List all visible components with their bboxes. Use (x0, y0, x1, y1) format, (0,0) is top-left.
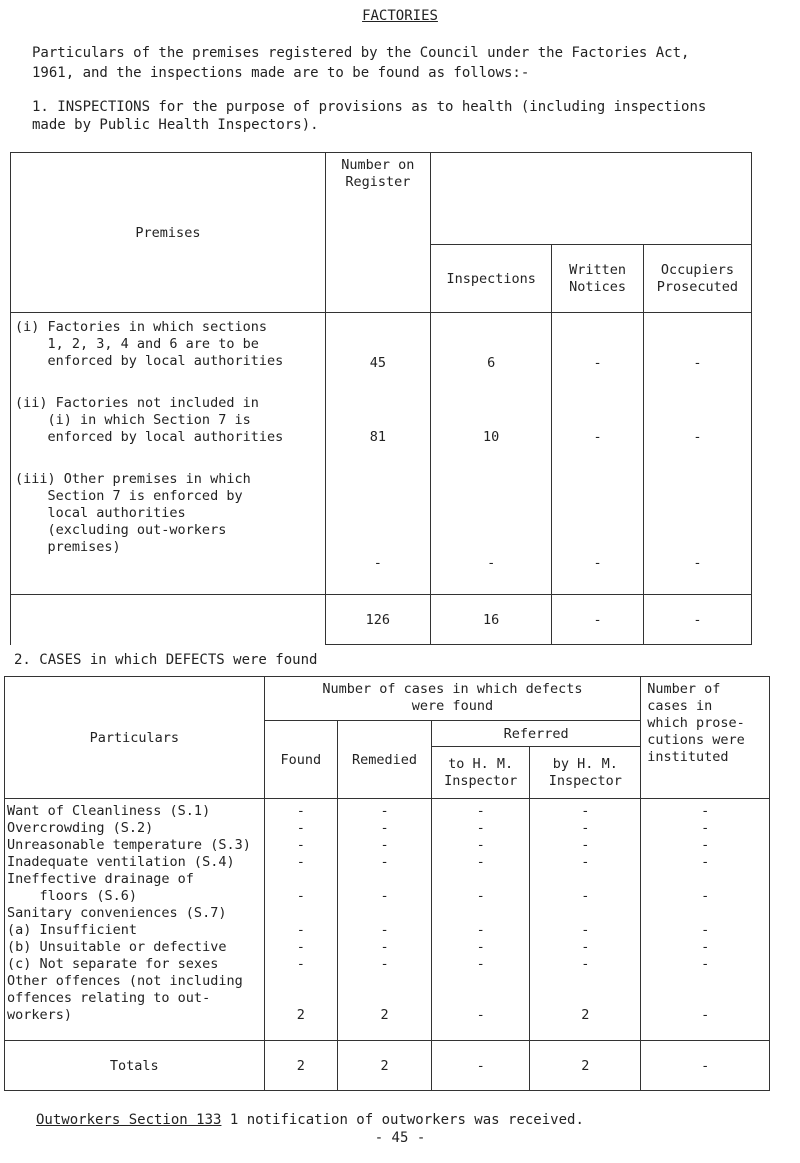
table-cell-value: - (296, 888, 305, 904)
table-cell-value: - (296, 854, 305, 870)
table-cell-value: - (581, 956, 590, 972)
section-heading: 2. CASES in which DEFECTS were found (14, 652, 318, 668)
table-cell-value: - (476, 854, 485, 870)
table-cell-value: - (476, 837, 485, 853)
table-cell-value: - (296, 803, 305, 819)
table-row-label: Overcrowding (S.2) (7, 820, 154, 836)
header-premises (11, 153, 326, 313)
table-row-label: (b) Unsuitable or defective (7, 939, 227, 955)
table-cell-value: 2 (581, 1007, 590, 1023)
table-row-label: Ineffective drainage of floors (S.6) (7, 871, 194, 904)
table-row-label: Unreasonable temperature (S.3) (7, 837, 251, 853)
table-cell-value: - (693, 355, 702, 371)
header-occupiers-prosecuted (643, 245, 751, 313)
table-cell-value: - (380, 854, 389, 870)
table-row-label: Inadequate ventilation (S.4) (7, 854, 235, 870)
table-cell-value: - (380, 956, 389, 972)
section-heading: made by Public Health Inspectors). (32, 117, 319, 133)
table-cell-value: - (380, 803, 389, 819)
inspections-table (10, 152, 752, 645)
table-cell-value: - (380, 837, 389, 853)
table-cell-value: 45 (369, 355, 386, 371)
table-cell-value: - (380, 820, 389, 836)
header-label: Occupiers Prosecuted (656, 261, 739, 295)
outworkers-heading: Outworkers Section 133 (36, 1112, 222, 1128)
table-cell-value: - (380, 888, 389, 904)
table-row-label: (c) Not separate for sexes (7, 956, 219, 972)
table-cell-value: - (701, 939, 710, 955)
intro-text: Particulars of the premises registered by the Council under the Factories Act, (32, 45, 690, 61)
table-cell-value: - (693, 555, 702, 571)
header-referred (432, 721, 641, 747)
table-cell-value: - (593, 429, 602, 445)
header-register (325, 153, 430, 313)
header-label: Remedied (352, 751, 418, 768)
header-inspections (430, 245, 552, 313)
table-cell-value: - (296, 820, 305, 836)
header-prosecutions (641, 677, 770, 799)
header-label: Premises (135, 224, 201, 241)
table-cell-value: - (487, 555, 496, 571)
table-cell-value: - (296, 956, 305, 972)
table-cell-value: - (701, 1007, 710, 1023)
page-title: FACTORIES (362, 8, 438, 24)
table-cell-value: 2 (338, 1041, 432, 1091)
table-cell-value: 2 (530, 1041, 641, 1091)
header-label: Found (280, 751, 322, 768)
header-written-notices (552, 245, 643, 313)
table-row-label: Want of Cleanliness (S.1) (7, 803, 211, 819)
table-cell-value: - (701, 837, 710, 853)
table-cell-value: - (581, 939, 590, 955)
table-cell-value: - (581, 820, 590, 836)
to-hm-cell (432, 799, 530, 1041)
table-cell-value: 16 (430, 595, 552, 645)
table-cell-value: - (476, 956, 485, 972)
intro-text: 1961, and the inspections made are to be found as follows:- (32, 65, 530, 81)
table-cell-value: - (476, 922, 485, 938)
header-found (264, 721, 337, 799)
table-cell-value: - (643, 595, 751, 645)
table-cell-value: - (476, 939, 485, 955)
table-cell-value: 2 (380, 1007, 389, 1023)
header-label: Number of cases in which defects were found (322, 681, 583, 714)
header-by-hm-inspector (530, 747, 641, 799)
table-cell-value: - (296, 939, 305, 955)
totals-label: Totals (5, 1041, 265, 1091)
table-row-label: (ii) Factories not included in (i) in which Section 7 is enforced by local authorities (15, 395, 284, 445)
table-row-label: Sanitary conveniences (S.7) (7, 905, 227, 921)
header-label: to H. M. Inspector (444, 755, 518, 789)
header-label: Referred (503, 725, 569, 742)
table-cell-value: - (581, 922, 590, 938)
totals-label-cell (11, 595, 326, 645)
header-label: Inspections (446, 270, 536, 287)
notices-cell (552, 313, 643, 595)
table-cell-value: - (701, 820, 710, 836)
table-cell-value: 10 (483, 429, 500, 445)
particulars-cell (5, 799, 265, 1041)
table-cell-value: - (701, 854, 710, 870)
table-cell-value: 6 (487, 355, 496, 371)
header-particulars (5, 677, 265, 799)
defects-table (4, 676, 770, 1091)
register-cell (325, 313, 430, 595)
header-label: Number on Register (341, 157, 415, 190)
table-cell-value: 2 (264, 1041, 337, 1091)
table-cell-value: - (701, 922, 710, 938)
table-cell-value: - (476, 820, 485, 836)
table-cell-value: - (693, 429, 702, 445)
table-cell-value: - (296, 922, 305, 938)
table-cell-value: - (373, 555, 382, 571)
header-remedied (338, 721, 432, 799)
table-row-label: (i) Factories in which sections 1, 2, 3, 4 and 6 are to be enforced by local authorities (15, 319, 284, 369)
table-cell-value: - (476, 1007, 485, 1023)
table-cell-value: - (380, 939, 389, 955)
table-cell-value: - (476, 888, 485, 904)
header-number-of-cases (264, 677, 641, 721)
header-label: Written Notices (569, 261, 627, 295)
header-group (430, 153, 751, 245)
table-cell-value: 81 (369, 429, 386, 445)
table-cell-value: 2 (296, 1007, 305, 1023)
table-cell-value: - (593, 555, 602, 571)
outworkers-text: 1 notification of outworkers was received. (221, 1112, 584, 1128)
table-cell-value: - (641, 1041, 770, 1091)
table-cell-value: 126 (325, 595, 430, 645)
prosecutions-cell (641, 799, 770, 1041)
table-cell-value: - (296, 837, 305, 853)
table-row-label: (a) Insufficient (7, 922, 138, 938)
header-to-hm-inspector (432, 747, 530, 799)
table-cell-value: - (432, 1041, 530, 1091)
table-cell-value: - (552, 595, 643, 645)
table-cell-value: - (380, 922, 389, 938)
prosecuted-cell (643, 313, 751, 595)
table-cell-value: - (701, 888, 710, 904)
header-label: by H. M. Inspector (548, 755, 622, 789)
table-cell-value: - (581, 803, 590, 819)
table-cell-value: - (701, 956, 710, 972)
table-cell-value: - (593, 355, 602, 371)
premises-cell (11, 313, 326, 595)
found-cell (264, 799, 337, 1041)
table-cell-value: - (581, 888, 590, 904)
page-number: - 45 - (374, 1130, 426, 1146)
by-hm-cell (530, 799, 641, 1041)
table-cell-value: - (581, 854, 590, 870)
footer-note (36, 1112, 584, 1128)
table-cell-value: - (476, 803, 485, 819)
header-label: Number of cases in which prose- cutions were instituted (647, 681, 745, 765)
table-row-label: (iii) Other premises in which Section 7 is enforced by local authorities (excluding out-workers premises) (15, 471, 251, 555)
section-heading: 1. INSPECTIONS for the purpose of provisions as to health (including inspections (32, 99, 707, 115)
header-label: Particulars (89, 729, 179, 746)
inspections-cell (430, 313, 552, 595)
table-cell-value: - (701, 803, 710, 819)
table-row-label: Other offences (not including offences relating to out- workers) (7, 973, 243, 1023)
table-cell-value: - (581, 837, 590, 853)
remedied-cell (338, 799, 432, 1041)
